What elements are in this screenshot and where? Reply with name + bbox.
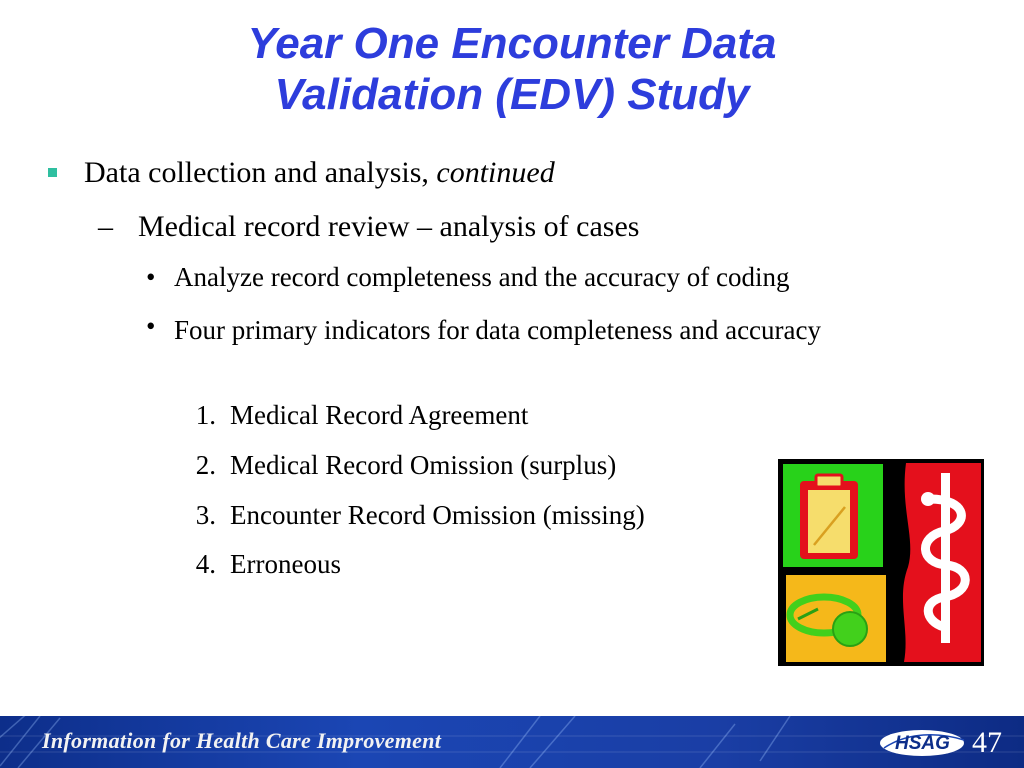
square-bullet-icon bbox=[48, 168, 57, 177]
footer-bar bbox=[0, 716, 1024, 768]
footer-tagline: Information for Health Care Improvement bbox=[42, 728, 442, 753]
page-number: 47 bbox=[972, 726, 1002, 759]
medical-clipart-icon bbox=[778, 459, 984, 666]
bullet-text: Data collection and analysis, bbox=[84, 156, 437, 189]
dash-bullet: – bbox=[98, 210, 113, 243]
indicator-number: 4. bbox=[195, 549, 216, 579]
point-text: Four primary indicators for data completeness and accuracy bbox=[174, 315, 821, 345]
bullet-italic-text: continued bbox=[436, 156, 555, 189]
indicator-number: 3. bbox=[195, 500, 216, 530]
indicator-number: 2. bbox=[195, 450, 216, 480]
title-line-2: Validation (EDV) Study bbox=[274, 70, 750, 119]
indicator-number: 1. bbox=[195, 400, 216, 430]
slide-title bbox=[0, 18, 1024, 120]
indicator-text: Medical Record Omission (surplus) bbox=[230, 450, 617, 480]
dot-bullet: • bbox=[146, 311, 156, 341]
indicator-text: Erroneous bbox=[230, 549, 341, 579]
indicator-text: Encounter Record Omission (missing) bbox=[230, 500, 645, 530]
dot-bullet: • bbox=[146, 262, 156, 292]
hsag-logo-text: HSAG bbox=[895, 733, 950, 754]
point-text: Analyze record completeness and the accuracy of coding bbox=[174, 262, 790, 292]
title-line-1: Year One Encounter Data bbox=[247, 19, 777, 68]
subbullet-text: Medical record review – analysis of cases bbox=[138, 210, 640, 243]
indicator-text: Medical Record Agreement bbox=[230, 400, 529, 430]
